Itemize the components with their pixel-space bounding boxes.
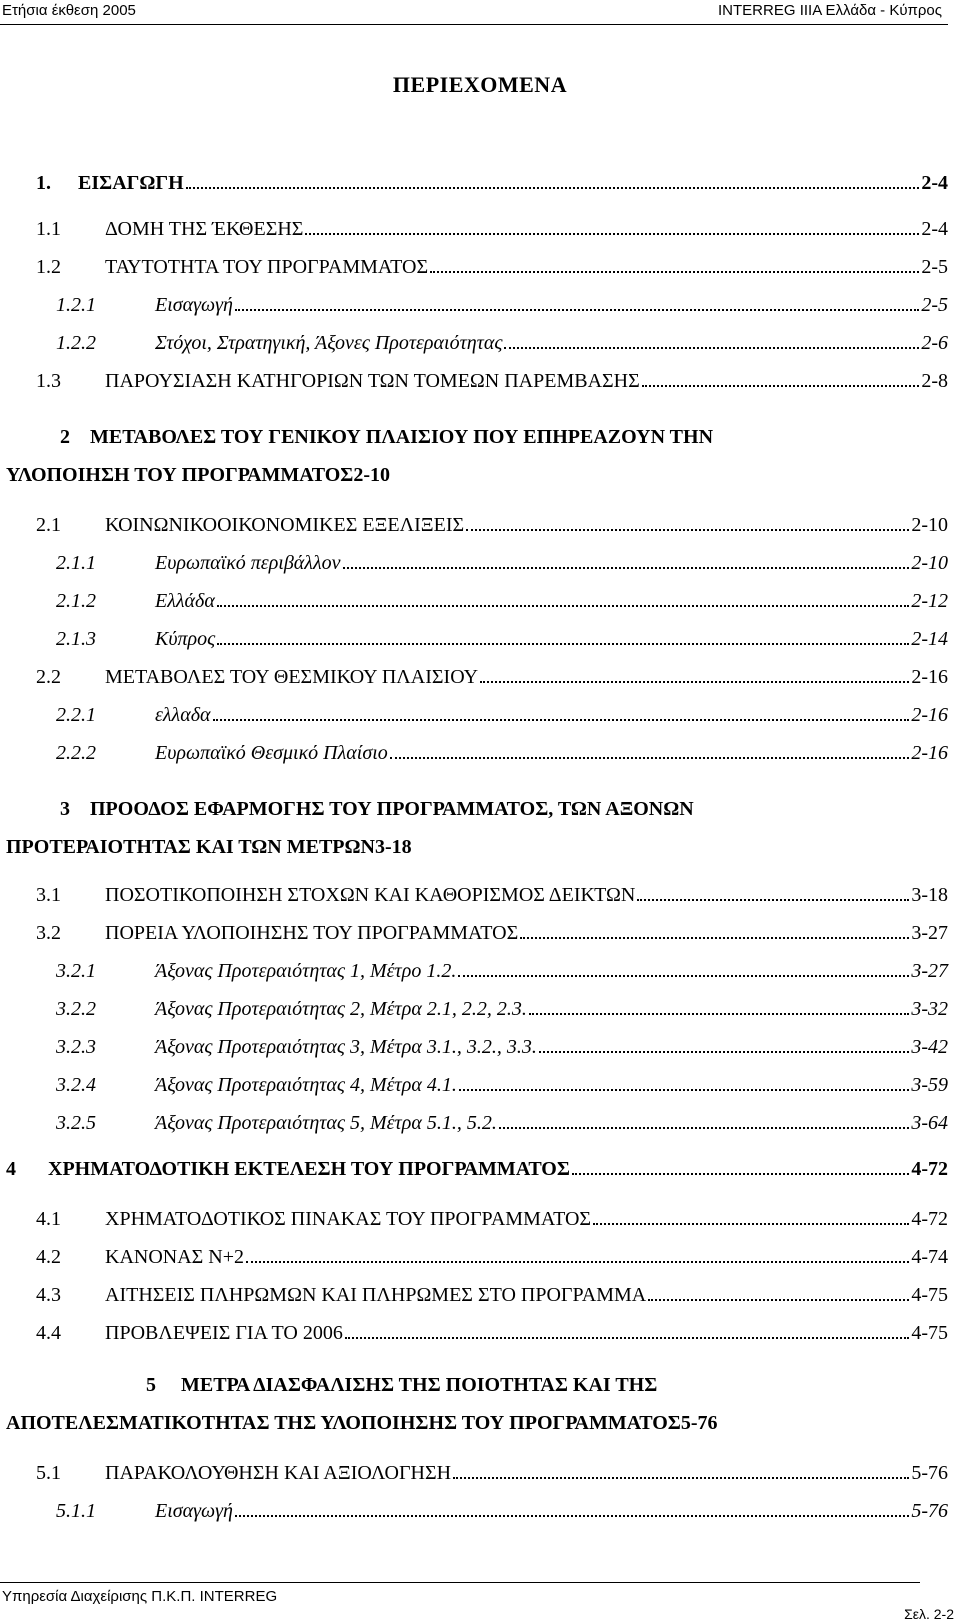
toc-page: 4-74	[911, 1246, 948, 1268]
footer-rule	[0, 1582, 920, 1583]
toc-entry-4-2[interactable]	[0, 1242, 960, 1272]
toc-entry-3-2-3[interactable]	[0, 1032, 960, 1062]
toc-page: 3-18	[374, 836, 412, 858]
toc-number: 4.4	[36, 1322, 61, 1344]
toc-text: ΠΟΡΕΙΑ ΥΛΟΠΟΙΗΣΗΣ ΤΟΥ ΠΡΟΓΡΑΜΜΑΤΟΣ	[105, 922, 519, 944]
toc-page: 3-18	[911, 884, 948, 906]
toc-chapter-2-line2	[6, 460, 936, 490]
toc-leader	[453, 1476, 909, 1479]
toc-text: ΚΟΙΝΩΝΙΚΟΟΙΚΟΝΟΜΙΚΕΣ ΕΞΕΛΙΞΕΙΣ	[105, 514, 465, 536]
footer-authority: Υπηρεσία Διαχείρισης Π.Κ.Π. INTERREG	[2, 1588, 278, 1605]
toc-number: 3.2.2	[56, 998, 96, 1020]
toc-page: 2-5	[921, 294, 948, 316]
toc-number: 5.1.1	[56, 1500, 96, 1522]
toc-number: 1.2.1	[56, 294, 96, 316]
toc-chapter-5-line1	[146, 1370, 657, 1400]
toc-page: 3-42	[911, 1036, 948, 1058]
toc-page: 3-32	[911, 998, 948, 1020]
toc-entry-2-1[interactable]	[0, 510, 960, 540]
toc-text: Άξονας Προτεραιότητας 2, Μέτρα 2.1, 2.2, 2.3.	[155, 998, 527, 1020]
toc-leader	[520, 936, 909, 939]
toc-text: Κύπρος	[155, 628, 216, 650]
toc-page: 2-12	[911, 590, 948, 612]
toc-number: 3.1	[36, 884, 61, 906]
toc-number: 1.3	[36, 370, 61, 392]
toc-leader	[430, 270, 919, 273]
toc-leader	[235, 1514, 909, 1517]
toc-entry-2-2-2[interactable]	[0, 738, 960, 768]
toc-entry-2-2-1[interactable]	[0, 700, 960, 730]
toc-page: 3-59	[911, 1074, 948, 1096]
toc-leader	[343, 566, 910, 569]
toc-entry-4-3[interactable]	[0, 1280, 960, 1310]
toc-leader	[186, 186, 920, 189]
toc-leader	[217, 604, 909, 607]
toc-number: 4.3	[36, 1284, 61, 1306]
toc-entry-3-2-5[interactable]	[0, 1108, 960, 1138]
toc-entry-3-2-1[interactable]	[0, 956, 960, 986]
toc-number: 2.1	[36, 514, 61, 536]
toc-leader	[345, 1336, 909, 1339]
toc-entry-2-1-2[interactable]	[0, 586, 960, 616]
toc-entry-3-1[interactable]	[0, 880, 960, 910]
toc-text: ΑΠΟΤΕΛΕΣΜΑΤΙΚΟΤΗΤΑΣ ΤΗΣ ΥΛΟΠΟΙΗΣΗΣ ΤΟΥ ΠΡΟΓΡΑΜΜΑΤΟΣ	[6, 1412, 681, 1434]
toc-leader	[480, 680, 909, 683]
toc-text: Ευρωπαϊκό περιβάλλον	[155, 552, 341, 574]
toc-text: ΜΕΤΑΒΟΛΕΣ ΤΟΥ ΘΕΣΜΙΚΟΥ ΠΛΑΙΣΙΟΥ	[105, 666, 479, 688]
toc-leader	[642, 384, 920, 387]
toc-entry-4-1[interactable]	[0, 1204, 960, 1234]
toc-page: 4-72	[911, 1208, 948, 1230]
toc-number: 1.2.2	[56, 332, 96, 354]
toc-text: ΤΑΥΤΟΤΗΤΑ ΤΟΥ ΠΡΟΓΡΑΜΜΑΤΟΣ	[105, 256, 429, 278]
toc-leader	[504, 346, 919, 349]
toc-text: ΠΟΣΟΤΙΚΟΠΟΙΗΣΗ ΣΤΟΧΩΝ ΚΑΙ ΚΑΘΟΡΙΣΜΟΣ ΔΕΙΚΤΩΝ	[105, 884, 636, 906]
toc-page: 2-16	[911, 666, 948, 688]
toc-page: 2-16	[911, 704, 948, 726]
toc-page: 2-10	[353, 464, 390, 486]
toc-text: ΜΕΤΡΑ ΔΙΑΣΦΑΛΙΣΗΣ ΤΗΣ ΠΟΙΟΤΗΤΑΣ ΚΑΙ ΤΗΣ	[181, 1374, 658, 1396]
toc-text: Άξονας Προτεραιότητας 1, Μέτρο 1.2.	[155, 960, 457, 982]
page-title: ΠΕΡΙΕΧΟΜΕΝΑ	[392, 72, 568, 97]
toc-entry-5-1[interactable]	[0, 1458, 960, 1488]
toc-page: 5-76	[680, 1412, 718, 1434]
toc-text: ΧΡΗΜΑΤΟΔΟΤΙΚΗ ΕΚΤΕΛΕΣΗ ΤΟΥ ΠΡΟΓΡΑΜΜΑΤΟΣ	[48, 1158, 570, 1180]
toc-leader	[213, 718, 910, 721]
toc-text: Ελλάδα	[155, 590, 215, 612]
header-report-title: Ετήσια έκθεση 2005	[2, 2, 136, 19]
toc-number: 3.2.4	[56, 1074, 96, 1096]
toc-number: 4.1	[36, 1208, 61, 1230]
toc-number: 4.2	[36, 1246, 61, 1268]
footer-page-number: Σελ. 2-2	[904, 1606, 954, 1622]
toc-page: 5-76	[911, 1500, 948, 1522]
toc-leader	[466, 528, 909, 531]
toc-text: Άξονας Προτεραιότητας 5, Μέτρα 5.1., 5.2.	[155, 1112, 497, 1134]
toc-leader	[572, 1172, 909, 1175]
toc-number: 2.1.1	[56, 552, 96, 574]
toc-text: ΥΛΟΠΟΙΗΣΗ ΤΟΥ ΠΡΟΓΡΑΜΜΑΤΟΣ	[6, 464, 354, 486]
toc-entry-1-3[interactable]	[0, 366, 960, 396]
toc-text: Εισαγωγή	[155, 1500, 233, 1522]
toc-entry-3-2-4[interactable]	[0, 1070, 960, 1100]
toc-text: ΔΟΜΗ ΤΗΣ ΈΚΘΕΣΗΣ	[105, 218, 304, 240]
toc-chapter-2-line1	[60, 422, 713, 452]
toc-chapter-3-line2	[6, 832, 936, 862]
toc-entry-chapter-1[interactable]	[0, 168, 960, 198]
toc-number: 2.2.2	[56, 742, 96, 764]
toc-number: 3.2.5	[56, 1112, 96, 1134]
toc-leader	[458, 974, 909, 977]
toc-number: 1.1	[36, 218, 61, 240]
toc-number: 3.2	[36, 922, 61, 944]
toc-text: ΠΡΟΟΔΟΣ ΕΦΑΡΜΟΓΗΣ ΤΟΥ ΠΡΟΓΡΑΜΜΑΤΟΣ, ΤΩΝ ΑΞΟΝΩΝ	[90, 798, 694, 820]
toc-page: 4-72	[911, 1158, 948, 1180]
toc-text: Ευρωπαϊκό Θεσμικό Πλαίσιο	[155, 742, 388, 764]
toc-entry-chapter-4[interactable]	[0, 1154, 960, 1184]
toc-entry-1-2-2[interactable]	[0, 328, 960, 358]
toc-text: ΠΡΟΤΕΡΑΙΟΤΗΤΑΣ ΚΑΙ ΤΩΝ ΜΕΤΡΩΝ	[6, 836, 375, 858]
toc-entry-1-1[interactable]	[0, 214, 960, 244]
toc-leader	[499, 1126, 910, 1129]
toc-number: 5.1	[36, 1462, 61, 1484]
toc-entry-3-2[interactable]	[0, 918, 960, 948]
toc-number: 1.	[36, 172, 51, 194]
toc-number: 4	[6, 1158, 16, 1180]
toc-entry-2-1-1[interactable]	[0, 548, 960, 578]
toc-chapter-5-line2	[6, 1408, 936, 1438]
toc-text: ΑΙΤΗΣΕΙΣ ΠΛΗΡΩΜΩΝ ΚΑΙ ΠΛΗΡΩΜΕΣ ΣΤΟ ΠΡΟΓΡΑΜΜΑ	[105, 1284, 647, 1306]
toc-page: 2-4	[921, 172, 948, 194]
toc-page: 2-16	[911, 742, 948, 764]
toc-chapter-3-line1	[60, 794, 694, 824]
toc-leader	[217, 642, 909, 645]
toc-page: 2-4	[921, 218, 948, 240]
toc-page: 3-27	[911, 922, 948, 944]
toc-page: 4-75	[911, 1322, 948, 1344]
toc-text: ΜΕΤΑΒΟΛΕΣ ΤΟΥ ΓΕΝΙΚΟΥ ΠΛΑΙΣΙΟΥ ΠΟΥ ΕΠΗΡΕΑΖΟΥΝ ΤΗΝ	[90, 426, 714, 448]
toc-number: 3.2.1	[56, 960, 96, 982]
toc-page: 3-27	[911, 960, 948, 982]
toc-number: 2.1.2	[56, 590, 96, 612]
page-footer	[0, 1582, 960, 1622]
toc-text: ΕΙΣΑΓΩΓΗ	[78, 172, 184, 194]
toc-leader	[593, 1222, 909, 1225]
toc-number: 3	[60, 798, 70, 820]
toc-page: 5-76	[911, 1462, 948, 1484]
toc-leader	[246, 1260, 909, 1263]
toc-page: 2-8	[921, 370, 948, 392]
page-header	[0, 0, 960, 26]
toc-entry-4-4[interactable]	[0, 1318, 960, 1348]
toc-leader	[648, 1298, 909, 1301]
toc-leader	[529, 1012, 910, 1015]
toc-entry-2-2[interactable]	[0, 662, 960, 692]
toc-entry-2-1-3[interactable]	[0, 624, 960, 654]
toc-text: ΧΡΗΜΑΤΟΔΟΤΙΚΟΣ ΠΙΝΑΚΑΣ ΤΟΥ ΠΡΟΓΡΑΜΜΑΤΟΣ	[105, 1208, 592, 1230]
toc-page: 2-5	[921, 256, 948, 278]
toc-number: 2.1.3	[56, 628, 96, 650]
toc-text: ελλαδα	[155, 704, 211, 726]
toc-page: 4-75	[911, 1284, 948, 1306]
toc-text: Άξονας Προτεραιότητας 4, Μέτρα 4.1.	[155, 1074, 457, 1096]
toc-number: 3.2.3	[56, 1036, 96, 1058]
toc-text: Στόχοι, Στρατηγική, Άξονες Προτεραιότητας	[155, 332, 503, 354]
header-rule	[0, 24, 948, 25]
toc-number: 2	[60, 426, 70, 448]
toc-entry-3-2-2[interactable]	[0, 994, 960, 1024]
toc-number: 1.2	[36, 256, 61, 278]
toc-page: 2-14	[911, 628, 948, 650]
toc-text: ΠΡΟΒΛΕΨΕΙΣ ΓΙΑ ΤΟ 2006	[105, 1322, 343, 1344]
toc-text: ΚΑΝΟΝΑΣ Ν+2	[105, 1246, 245, 1268]
toc-page: 2-10	[911, 514, 948, 536]
toc-page: 2-10	[911, 552, 948, 574]
toc-number: 5	[146, 1374, 156, 1396]
toc-entry-5-1-1[interactable]	[0, 1496, 960, 1526]
header-program-name: INTERREG IIIA Ελλάδα - Κύπρος	[718, 2, 942, 19]
toc-leader	[459, 1088, 910, 1091]
toc-leader	[539, 1050, 910, 1053]
toc-leader	[235, 308, 919, 311]
toc-text: Εισαγωγή	[155, 294, 233, 316]
toc-entry-1-2-1[interactable]	[0, 290, 960, 320]
toc-text: Άξονας Προτεραιότητας 3, Μέτρα 3.1., 3.2., 3.3.	[155, 1036, 537, 1058]
toc-number: 2.2.1	[56, 704, 96, 726]
toc-text: ΠΑΡΑΚΟΛΟΥΘΗΣΗ ΚΑΙ ΑΞΙΟΛΟΓΗΣΗ	[105, 1462, 452, 1484]
toc-page: 3-64	[911, 1112, 948, 1134]
toc-leader	[305, 232, 919, 235]
toc-entry-1-2[interactable]	[0, 252, 960, 282]
toc-leader	[637, 898, 909, 901]
toc-text: ΠΑΡΟΥΣΙΑΣΗ ΚΑΤΗΓΟΡΙΩΝ ΤΩΝ ΤΟΜΕΩΝ ΠΑΡΕΜΒΑΣΗΣ	[105, 370, 640, 392]
toc-page: 2-6	[921, 332, 948, 354]
toc-number: 2.2	[36, 666, 61, 688]
toc-leader	[390, 756, 910, 759]
